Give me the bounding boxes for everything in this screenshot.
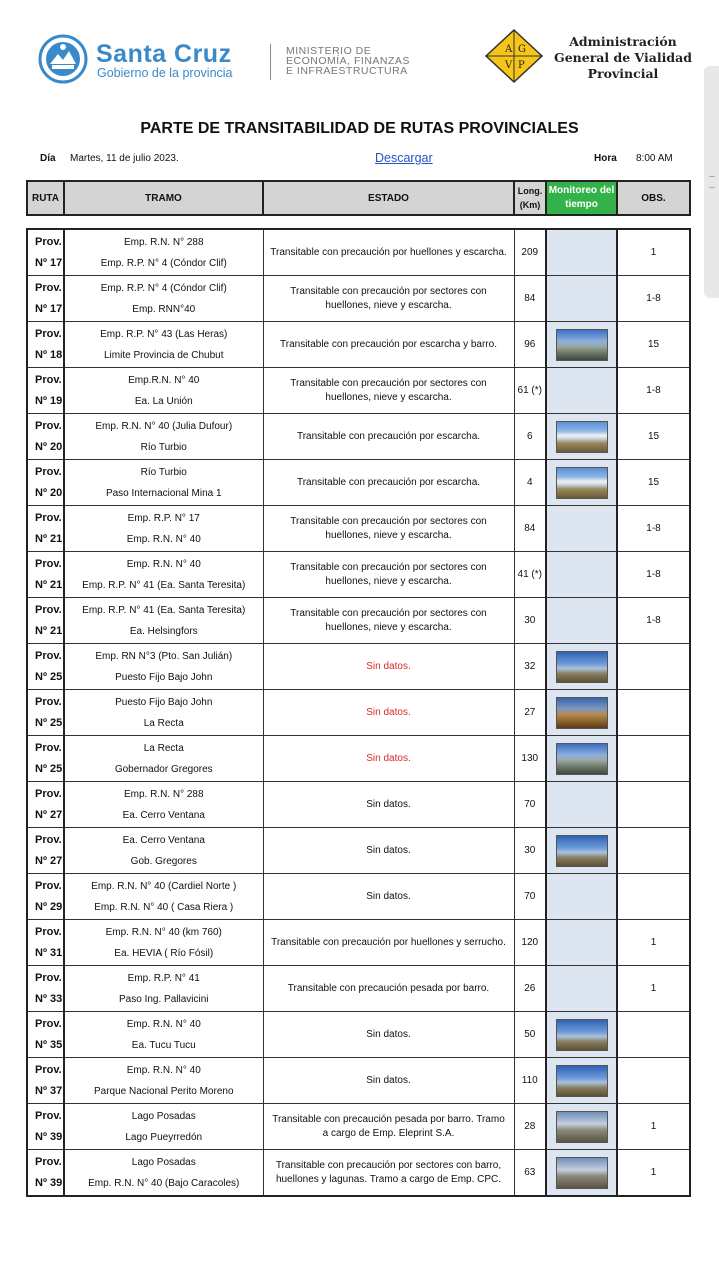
table-row [27,966,690,1012]
ruta-cell [27,229,64,276]
routes-table-body [27,229,690,1196]
obs-cell [617,828,690,874]
long-cell: 110 [514,1058,546,1104]
header-long [514,181,546,215]
download-link[interactable]: Descargar [375,151,433,165]
obs-cell: 1-8 [617,506,690,552]
weather-photo-thumbnail[interactable] [556,743,608,775]
ruta-prefix: Prov. [35,1063,62,1076]
table-header [26,180,691,216]
tramo-start: Emp. R.N. N° 40 (Cardiel Norte ) [91,880,237,892]
ruta-cell [27,828,64,874]
monitoreo-cell[interactable] [546,460,617,506]
ministerio-label [286,46,410,76]
ruta-number: Nº 18 [35,348,63,361]
monitoreo-cell [546,506,617,552]
agvp-line: Provincial [587,66,659,81]
tramo-end: Emp. RNN°40 [132,303,196,315]
tramo-cell [64,1104,263,1150]
table-row [27,598,690,644]
ruta-number: Nº 25 [35,716,63,729]
ruta-prefix: Prov. [35,695,62,708]
tramo-end: Paso Internacional Mina 1 [105,487,222,499]
estado-cell: Transitable con precaución por sectores con huellones, nieve y escarcha. [263,276,514,322]
ruta-number: Nº 37 [35,1084,63,1097]
monitoreo-cell[interactable] [546,690,617,736]
monitoreo-cell [546,874,617,920]
ruta-prefix: Prov. [35,1155,62,1168]
long-cell: 4 [514,460,546,506]
ruta-cell [27,322,64,368]
long-cell: 28 [514,1104,546,1150]
ruta-cell [27,414,64,460]
agvp-letter: P [518,60,525,71]
ruta-number: Nº 20 [35,486,63,499]
ministerio-line: MINISTERIO DE [286,45,372,57]
estado-cell: Transitable con precaución por sectores con huellones, nieve y escarcha. [263,552,514,598]
header-divider [270,44,271,80]
monitoreo-cell[interactable] [546,1058,617,1104]
tramo-cell [64,828,263,874]
ruta-prefix: Prov. [35,281,62,294]
header-obs: OBS. [617,181,690,215]
tramo-cell [64,1150,263,1197]
weather-photo-thumbnail[interactable] [556,651,608,683]
header-monitoreo-line: tiempo [565,199,598,210]
tramo-end: Parque Nacional Perito Moreno [93,1085,234,1097]
santa-cruz-subtitle: Gobierno de la provincia [97,66,233,80]
tramo-start: Emp. R.P. N° 4 (Cóndor Clif) [100,282,227,294]
table-row [27,644,690,690]
obs-cell: 1-8 [617,368,690,414]
tramo-start: Ea. Cerro Ventana [122,834,205,846]
ruta-number: Nº 33 [35,992,63,1005]
ruta-cell [27,874,64,920]
ruta-prefix: Prov. [35,235,62,248]
tramo-start: Emp. R.P. N° 43 (Las Heras) [100,328,228,340]
ruta-number: Nº 21 [35,532,63,545]
ruta-prefix: Prov. [35,603,62,616]
document-title: PARTE DE TRANSITABILIDAD DE RUTAS PROVINCIALES [140,120,579,137]
header-estado: ESTADO [263,181,514,215]
table-row [27,506,690,552]
tramo-cell [64,460,263,506]
estado-cell: Transitable con precaución por huellones y serrucho. [263,920,514,966]
long-cell: 84 [514,276,546,322]
table-row [27,460,690,506]
long-cell: 70 [514,782,546,828]
ruta-prefix: Prov. [35,465,62,478]
estado-cell: Sin datos. [263,736,514,782]
tramo-cell [64,552,263,598]
ministerio-line: E INFRAESTRUCTURA [286,65,408,77]
ruta-prefix: Prov. [35,971,62,984]
long-cell: 26 [514,966,546,1012]
monitoreo-cell [546,368,617,414]
page-header [0,0,719,110]
ruta-number: Nº 31 [35,946,63,959]
tramo-cell [64,229,263,276]
santa-cruz-title: Santa Cruz [96,40,232,68]
table-row [27,1058,690,1104]
header-long-line: (Km) [519,200,541,210]
long-cell: 27 [514,690,546,736]
obs-cell: 1-8 [617,276,690,322]
monitoreo-cell[interactable] [546,1012,617,1058]
estado-cell: Sin datos. [263,1058,514,1104]
routes-table [26,228,691,1197]
dia-label: Día [40,153,56,164]
ruta-prefix: Prov. [35,833,62,846]
ruta-prefix: Prov. [35,373,62,386]
tramo-cell [64,920,263,966]
estado-cell: Sin datos. [263,874,514,920]
weather-photo-thumbnail[interactable] [556,1019,608,1051]
monitoreo-cell[interactable] [546,828,617,874]
ruta-prefix: Prov. [35,511,62,524]
tramo-start: Emp. R.N. N° 40 (Julia Dufour) [95,420,233,432]
monitoreo-cell[interactable] [546,1150,617,1197]
tramo-cell [64,1058,263,1104]
table-row [27,782,690,828]
obs-cell: 15 [617,322,690,368]
table-row [27,552,690,598]
long-cell: 70 [514,874,546,920]
tramo-end: Ea. La Unión [134,395,193,407]
tramo-end: Ea. Helsingfors [129,625,198,637]
ruta-prefix: Prov. [35,925,62,938]
monitoreo-cell [546,782,617,828]
agvp-letter: V [505,60,513,71]
agvp-letter: G [518,44,526,55]
ruta-number: Nº 27 [35,854,63,867]
tramo-start: La Recta [143,742,184,754]
long-cell: 6 [514,414,546,460]
ministerio-line: ECONOMÍA, FINANZAS [286,55,410,67]
monitoreo-cell [546,598,617,644]
tramo-cell [64,966,263,1012]
obs-cell [617,690,690,736]
ruta-number: Nº 17 [35,302,63,315]
tramo-end: Ea. Cerro Ventana [122,809,205,821]
tramo-cell [64,414,263,460]
table-row [27,414,690,460]
estado-cell: Sin datos. [263,782,514,828]
tramo-start: Emp. R.N. N° 288 [123,236,204,248]
estado-cell: Transitable con precaución pesada por barro. [263,966,514,1012]
obs-cell: 1 [617,966,690,1012]
ruta-number: Nº 27 [35,808,63,821]
table-row [27,276,690,322]
scrollbar-grip-icon[interactable] [709,176,715,188]
header-ruta: RUTA [27,181,64,215]
long-cell: 30 [514,828,546,874]
tramo-cell [64,276,263,322]
tramo-end: Paso Ing. Pallavicini [119,993,209,1005]
estado-cell: Transitable con precaución por huellones y escarcha. [263,229,514,276]
table-row [27,736,690,782]
estado-cell: Transitable con precaución por escarcha. [263,460,514,506]
table-row [27,1104,690,1150]
ruta-number: Nº 19 [35,394,63,407]
table-row [27,1150,690,1197]
long-cell: 120 [514,920,546,966]
tramo-start: Puesto Fijo Bajo John [115,696,213,708]
ruta-number: Nº 20 [35,440,63,453]
tramo-start: Emp. RN N°3 (Pto. San Julián) [95,650,233,662]
ruta-cell [27,598,64,644]
estado-cell: Sin datos. [263,1012,514,1058]
ruta-prefix: Prov. [35,557,62,570]
table-row [27,874,690,920]
obs-cell [617,782,690,828]
tramo-end: Gob. Gregores [130,855,197,867]
monitoreo-cell [546,966,617,1012]
header-long-line: Long. [517,186,543,196]
monitoreo-cell[interactable] [546,414,617,460]
monitoreo-cell[interactable] [546,1104,617,1150]
obs-cell [617,1012,690,1058]
tramo-end: Ea. Tucu Tucu [131,1039,196,1051]
santa-cruz-emblem-icon [38,34,88,84]
ruta-prefix: Prov. [35,419,62,432]
ruta-prefix: Prov. [35,879,62,892]
estado-cell: Transitable con precaución por sectores con barro, huellones y lagunas. Tramo a cargo de Emp. CPC. [263,1150,514,1197]
ruta-cell [27,782,64,828]
monitoreo-cell[interactable] [546,322,617,368]
obs-cell: 1 [617,1104,690,1150]
tramo-start: Emp.R.N. N° 40 [128,374,200,386]
monitoreo-cell [546,229,617,276]
tramo-cell [64,506,263,552]
header-monitoreo-line: Monitoreo del [548,185,615,196]
long-cell: 41 (*) [514,552,546,598]
table-row [27,828,690,874]
ruta-cell [27,736,64,782]
ruta-cell [27,552,64,598]
tramo-cell [64,736,263,782]
ruta-prefix: Prov. [35,741,62,754]
tramo-end: Puesto Fijo Bajo John [115,671,213,683]
tramo-start: Río Turbio [140,466,187,478]
tramo-end: Emp. R.P. N° 41 (Ea. Santa Teresita) [82,579,246,591]
tramo-start: Lago Posadas [131,1110,196,1122]
header-tramo: TRAMO [64,181,263,215]
ruta-cell [27,1150,64,1197]
tramo-cell [64,782,263,828]
long-cell: 63 [514,1150,546,1197]
tramo-end: Lago Pueyrredón [125,1131,203,1143]
ruta-cell [27,1012,64,1058]
tramo-end: Emp. R.P. N° 4 (Cóndor Clif) [100,257,227,269]
ruta-cell [27,506,64,552]
estado-cell: Transitable con precaución por escarcha. [263,414,514,460]
weather-photo-thumbnail[interactable] [556,1157,608,1189]
tramo-start: Emp. R.P. N° 41 [127,972,200,984]
table-row [27,920,690,966]
obs-cell [617,644,690,690]
estado-cell: Sin datos. [263,690,514,736]
agvp-letter: A [505,44,513,55]
estado-cell: Transitable con precaución por sectores con huellones, nieve y escarcha. [263,598,514,644]
ruta-cell [27,460,64,506]
tramo-start: Emp. R.P. N° 17 [127,512,200,524]
agvp-line: General de Vialidad [554,50,692,65]
long-cell: 30 [514,598,546,644]
obs-cell: 1-8 [617,598,690,644]
agvp-name [548,34,698,82]
tramo-end: Ea. HEVIA ( Río Fósil) [114,947,214,959]
tramo-end: Río Turbio [140,441,187,453]
tramo-end: Emp. R.N. N° 40 [126,533,201,545]
table-row [27,1012,690,1058]
table-row [27,690,690,736]
weather-photo-thumbnail[interactable] [556,329,608,361]
long-cell: 61 (*) [514,368,546,414]
tramo-cell [64,598,263,644]
tramo-cell [64,644,263,690]
table-row [27,229,690,276]
hora-label: Hora [594,153,617,164]
ruta-prefix: Prov. [35,649,62,662]
ruta-number: Nº 21 [35,578,63,591]
ruta-number: Nº 39 [35,1176,63,1189]
long-cell: 130 [514,736,546,782]
estado-cell: Transitable con precaución por sectores con huellones, nieve y escarcha. [263,506,514,552]
tramo-start: Emp. R.P. N° 41 (Ea. Santa Teresita) [82,604,246,616]
tramo-end: Limite Provincia de Chubut [103,349,224,361]
ruta-cell [27,1058,64,1104]
ruta-prefix: Prov. [35,327,62,340]
estado-cell: Transitable con precaución por escarcha y barro. [263,322,514,368]
long-cell: 209 [514,229,546,276]
weather-photo-thumbnail[interactable] [556,1111,608,1143]
weather-photo-thumbnail[interactable] [556,697,608,729]
ruta-number: Nº 17 [35,256,63,269]
obs-cell: 1 [617,920,690,966]
obs-cell: 1-8 [617,552,690,598]
hora-value: 8:00 AM [636,153,673,164]
long-cell: 32 [514,644,546,690]
monitoreo-cell [546,920,617,966]
tramo-start: Emp. R.N. N° 288 [123,788,204,800]
dia-value: Martes, 11 de julio 2023. [70,153,179,164]
tramo-start: Emp. R.N. N° 40 [126,1018,201,1030]
tramo-cell [64,322,263,368]
weather-photo-thumbnail[interactable] [556,467,608,499]
ruta-cell [27,966,64,1012]
agvp-line: Administración [569,34,677,49]
weather-photo-thumbnail[interactable] [556,835,608,867]
monitoreo-cell [546,552,617,598]
ruta-cell [27,690,64,736]
ruta-number: Nº 39 [35,1130,63,1143]
ruta-cell [27,1104,64,1150]
monitoreo-cell[interactable] [546,644,617,690]
ruta-number: Nº 21 [35,624,63,637]
header-monitoreo [546,181,617,215]
ruta-cell [27,920,64,966]
estado-cell: Transitable con precaución pesada por barro. Tramo a cargo de Emp. Eleprint S.A. [263,1104,514,1150]
monitoreo-cell [546,276,617,322]
long-cell: 50 [514,1012,546,1058]
long-cell: 84 [514,506,546,552]
tramo-cell [64,1012,263,1058]
table-row [27,368,690,414]
ruta-number: Nº 25 [35,670,63,683]
tramo-end: Emp. R.N. N° 40 ( Casa Riera ) [94,901,234,913]
obs-cell [617,736,690,782]
tramo-start: Emp. R.N. N° 40 (km 760) [105,926,222,938]
obs-cell: 15 [617,460,690,506]
estado-cell: Sin datos. [263,828,514,874]
tramo-start: Emp. R.N. N° 40 [126,558,201,570]
tramo-start: Emp. R.N. N° 40 [126,1064,201,1076]
tramo-end: La Recta [143,717,184,729]
obs-cell [617,1058,690,1104]
ruta-cell [27,368,64,414]
estado-cell: Transitable con precaución por sectores con huellones, nieve y escarcha. [263,368,514,414]
ruta-prefix: Prov. [35,787,62,800]
tramo-cell [64,690,263,736]
obs-cell [617,874,690,920]
weather-photo-thumbnail[interactable] [556,421,608,453]
ruta-number: Nº 35 [35,1038,63,1051]
obs-cell: 1 [617,229,690,276]
monitoreo-cell[interactable] [546,736,617,782]
weather-photo-thumbnail[interactable] [556,1065,608,1097]
tramo-start: Lago Posadas [131,1156,196,1168]
ruta-cell [27,276,64,322]
obs-cell: 1 [617,1150,690,1197]
ruta-prefix: Prov. [35,1109,62,1122]
table-row [27,322,690,368]
obs-cell: 15 [617,414,690,460]
ruta-prefix: Prov. [35,1017,62,1030]
long-cell: 96 [514,322,546,368]
tramo-end: Emp. R.N. N° 40 (Bajo Caracoles) [88,1177,240,1189]
ruta-cell [27,644,64,690]
estado-cell: Sin datos. [263,644,514,690]
ruta-number: Nº 25 [35,762,63,775]
tramo-cell [64,368,263,414]
tramo-end: Gobernador Gregores [114,763,213,775]
agvp-logo-icon [484,28,544,84]
tramo-cell [64,874,263,920]
ruta-number: Nº 29 [35,900,63,913]
